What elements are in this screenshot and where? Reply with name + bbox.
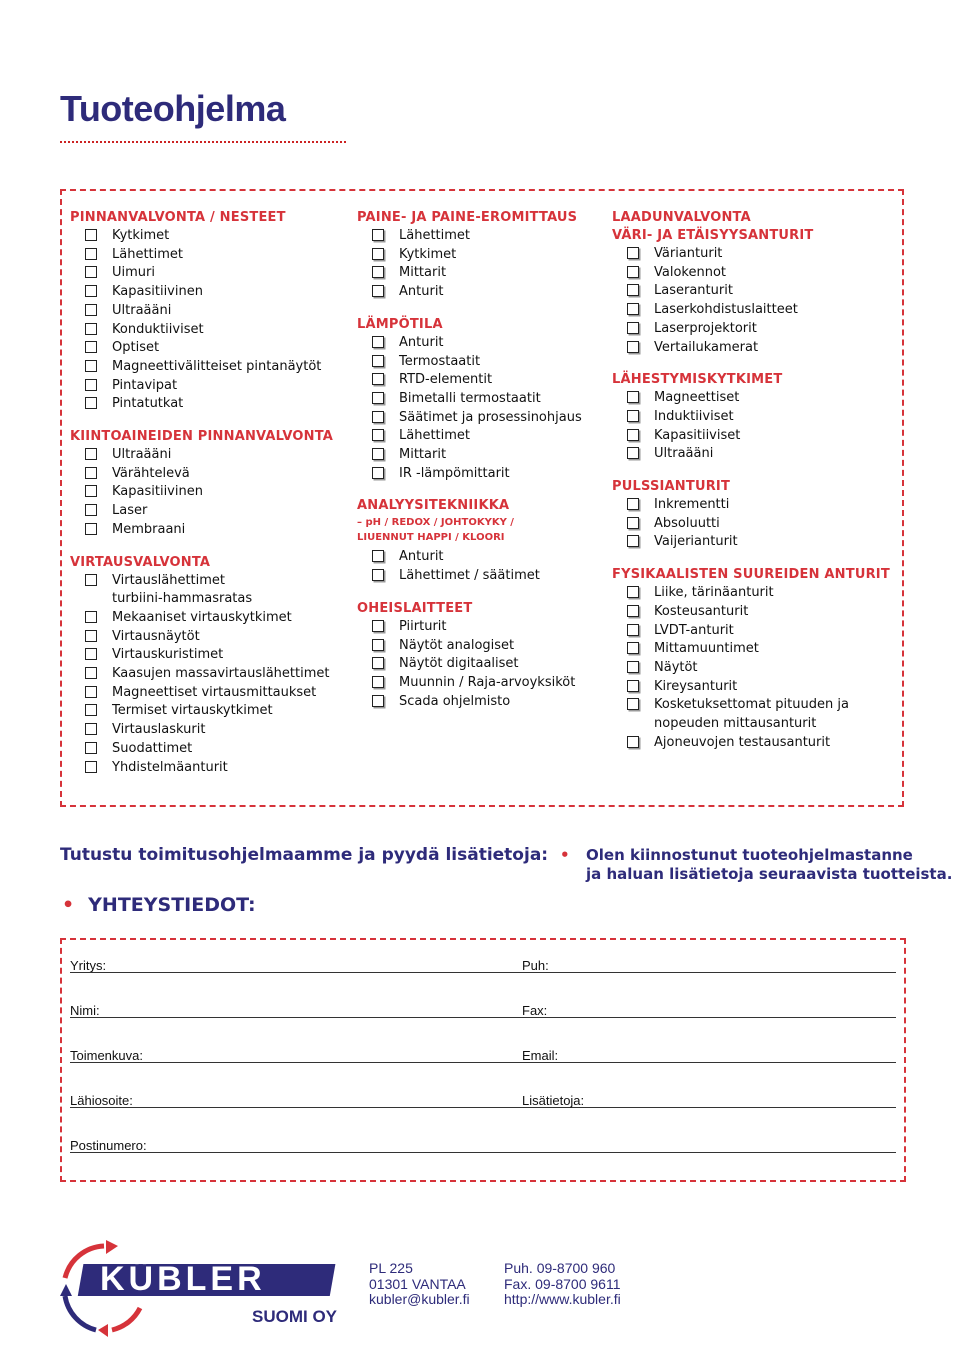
checkbox[interactable] <box>627 517 639 529</box>
address-field[interactable] <box>70 1107 896 1108</box>
checkbox[interactable] <box>627 266 639 278</box>
checkbox[interactable] <box>372 429 384 441</box>
checkbox[interactable] <box>372 373 384 385</box>
kubler-logo <box>60 1238 350 1338</box>
list-item[interactable]: Kireysanturit <box>612 678 900 697</box>
checkbox[interactable] <box>85 229 97 241</box>
list-item[interactable]: Pintatutkat <box>70 395 350 414</box>
list-item[interactable]: Ultraääni <box>70 302 350 321</box>
list-item[interactable]: Magneettivälitteiset pintanäytöt <box>70 358 350 377</box>
checkbox[interactable] <box>85 667 97 679</box>
list-item[interactable]: LVDT-anturit <box>612 622 900 641</box>
list-item[interactable]: Ajoneuvojen testausanturit <box>612 734 900 753</box>
section-subheading: – pH / REDOX / JOHTOKYKY / <box>357 517 514 529</box>
checkbox[interactable] <box>85 742 97 754</box>
list-item[interactable]: RTD-elementit <box>357 371 607 390</box>
checkbox[interactable] <box>627 447 639 459</box>
interest-line: ja haluan lisätietoja seuraavista tuotteista. <box>586 865 953 883</box>
section-heading: FYSIKAALISTEN SUUREIDEN ANTURIT <box>612 567 890 583</box>
list-item[interactable]: Laserkohdistuslaitteet <box>612 301 900 320</box>
list-item[interactable]: Magneettiset virtausmittaukset <box>70 684 350 703</box>
checkbox[interactable] <box>85 341 97 353</box>
section-heading: LÄMPÖTILA <box>357 316 443 332</box>
address-label: Lähiosoite: <box>70 1093 133 1108</box>
list-item[interactable]: Värianturit <box>612 245 900 264</box>
list-item[interactable]: Kapasitiiviset <box>612 427 900 446</box>
bullet-icon: • <box>62 894 75 916</box>
list-item[interactable]: Inkrementti <box>612 496 900 515</box>
info-label: Lisätietoja: <box>522 1093 585 1108</box>
fax-number: Fax. 09-8700 9611 <box>504 1275 621 1292</box>
list-item[interactable]: Lähettimet <box>357 227 607 246</box>
list-item[interactable]: Valokennot <box>612 264 900 283</box>
checkbox[interactable] <box>85 323 97 335</box>
list-item[interactable]: Kytkimet <box>70 227 350 246</box>
list-item[interactable]: Lähettimet <box>357 427 607 446</box>
logo-graphic <box>60 1238 350 1338</box>
title-underline <box>60 141 346 143</box>
phone-block <box>504 1261 621 1308</box>
checkbox[interactable] <box>372 657 384 669</box>
checkbox[interactable] <box>627 429 639 441</box>
list-item[interactable]: Yhdistelmäanturit <box>70 759 350 778</box>
list-item[interactable]: Magneettiset <box>612 389 900 408</box>
section-heading: LAADUNVALVONTA <box>612 210 751 225</box>
list-item[interactable]: Liike, tärinäanturit <box>612 584 900 603</box>
list-item[interactable]: Kaasujen massavirtauslähettimet <box>70 665 350 684</box>
section-heading: OHEISLAITTEET <box>357 600 473 616</box>
checkbox[interactable] <box>627 498 639 510</box>
name-label: Nimi: <box>70 1003 100 1018</box>
list-item[interactable]: Ultraääni <box>612 445 900 464</box>
checkbox[interactable] <box>627 680 639 692</box>
list-item[interactable]: Muunnin / Raja-arvoyksiköt <box>357 674 607 693</box>
list-item[interactable]: Laserprojektorit <box>612 320 900 339</box>
name-field[interactable] <box>70 1017 896 1018</box>
list-item[interactable]: Virtauskuristimet <box>70 646 350 665</box>
column-1 <box>70 209 350 777</box>
company-label: Yritys: <box>70 958 107 973</box>
checkbox[interactable] <box>627 642 639 654</box>
checkbox[interactable] <box>85 574 97 586</box>
list-item[interactable]: Optiset <box>70 339 350 358</box>
page-title: Tuoteohjelma <box>60 88 286 129</box>
title-label: Toimenkuva: <box>70 1048 143 1063</box>
checkbox[interactable] <box>372 676 384 688</box>
checkbox[interactable] <box>627 661 639 673</box>
checkbox[interactable] <box>85 397 97 409</box>
checkbox[interactable] <box>85 248 97 260</box>
logo-subtitle: SUOMI OY <box>252 1307 338 1326</box>
checkbox[interactable] <box>372 285 384 297</box>
list-item[interactable]: Kosteusanturit <box>612 603 900 622</box>
checkbox[interactable] <box>627 247 639 259</box>
checkbox[interactable] <box>627 341 639 353</box>
email-label: Email: <box>522 1048 559 1063</box>
list-item[interactable]: Laseranturit <box>612 282 900 301</box>
list-item[interactable]: Virtauslähettimet <box>70 572 350 591</box>
checkbox[interactable] <box>372 248 384 260</box>
list-item[interactable]: Säätimet ja prosessinohjaus <box>357 409 607 428</box>
checkbox[interactable] <box>627 736 639 748</box>
list-item[interactable]: Suodattimet <box>70 740 350 759</box>
list-item[interactable]: Uimuri <box>70 264 350 283</box>
checkbox[interactable] <box>627 586 639 598</box>
checkbox[interactable] <box>627 303 639 315</box>
section-heading: PAINE- JA PAINE-EROMITTAUS <box>357 210 578 225</box>
title-field[interactable] <box>70 1062 896 1063</box>
checkbox[interactable] <box>85 630 97 642</box>
list-item[interactable]: Kosketuksettomat pituuden ja <box>612 696 900 715</box>
list-item-continuation: nopeuden mittausanturit <box>654 716 817 732</box>
list-item[interactable]: Ultraääni <box>70 446 350 465</box>
checkbox[interactable] <box>85 379 97 391</box>
checkbox[interactable] <box>372 355 384 367</box>
contact-intro: Tutustu toimitusohjelmaamme ja pyydä lisätietoja: <box>60 845 549 865</box>
website-link[interactable]: http://www.kubler.fi <box>504 1291 621 1307</box>
list-item[interactable]: Pintavipat <box>70 377 350 396</box>
checkbox[interactable] <box>85 304 97 316</box>
section-heading: ANALYYSITEKNIIKKA <box>357 498 510 514</box>
postal-address <box>369 1261 470 1308</box>
list-item[interactable]: Bimetalli termostaatit <box>357 390 607 409</box>
checkbox[interactable] <box>372 448 384 460</box>
phone-label: Puh: <box>522 958 549 973</box>
checkbox[interactable] <box>85 285 97 297</box>
list-item[interactable]: Kapasitiivinen <box>70 283 350 302</box>
checkbox[interactable] <box>372 266 384 278</box>
list-item-continuation: turbiini-hammasratas <box>112 591 253 607</box>
checkbox[interactable] <box>85 467 97 479</box>
postal-field[interactable] <box>70 1152 896 1153</box>
list-item[interactable]: Scada ohjelmisto <box>357 693 607 712</box>
checkbox[interactable] <box>627 698 639 710</box>
checkbox[interactable] <box>85 523 97 535</box>
postal-label: Postinumero: <box>70 1138 147 1153</box>
checkbox[interactable] <box>372 392 384 404</box>
interest-note <box>560 846 953 884</box>
phone-number: Puh. 09-8700 960 <box>504 1260 616 1276</box>
checkbox[interactable] <box>372 620 384 632</box>
list-item[interactable]: Anturit <box>357 334 607 353</box>
list-item[interactable]: Näytöt <box>612 659 900 678</box>
checkbox[interactable] <box>85 704 97 716</box>
checkbox[interactable] <box>627 284 639 296</box>
checkbox[interactable] <box>85 723 97 735</box>
list-item[interactable]: Kapasitiivinen <box>70 483 350 502</box>
checkbox[interactable] <box>627 391 639 403</box>
list-item[interactable]: Näytöt analogiset <box>357 637 607 656</box>
list-item[interactable]: Näytöt digitaaliset <box>357 655 607 674</box>
checkbox[interactable] <box>85 485 97 497</box>
logo-wordmark: KÜBLER <box>100 1260 266 1298</box>
list-item[interactable]: Anturit <box>357 283 607 302</box>
checkbox[interactable] <box>627 410 639 422</box>
section-heading: KIINTOAINEIDEN PINNANVALVONTA <box>70 429 334 445</box>
checkbox[interactable] <box>627 624 639 636</box>
list-item[interactable]: Anturit <box>357 548 607 567</box>
column-2 <box>357 209 607 711</box>
contact-heading: • YHTEYSTIEDOT: <box>62 894 256 916</box>
list-item[interactable]: Laser <box>70 502 350 521</box>
checkbox[interactable] <box>372 569 384 581</box>
section-heading: PULSSIANTURIT <box>612 479 731 495</box>
column-3 <box>612 209 900 752</box>
section-heading: VIRTAUSVALVONTA <box>70 554 211 570</box>
checkbox[interactable] <box>627 605 639 617</box>
list-item[interactable]: Piirturit <box>357 618 607 637</box>
checkbox[interactable] <box>85 504 97 516</box>
checkbox[interactable] <box>372 639 384 651</box>
list-item[interactable]: Mittamuuntimet <box>612 640 900 659</box>
contact-form-box <box>60 938 906 1182</box>
interest-line: Olen kiinnostunut tuoteohjelmastanne <box>586 846 913 864</box>
list-item[interactable]: Membraani <box>70 521 350 540</box>
bullet-icon: • <box>560 846 570 864</box>
checkbox[interactable] <box>85 611 97 623</box>
checkbox[interactable] <box>85 648 97 660</box>
list-item[interactable]: IR -lämpömittarit <box>357 465 607 484</box>
list-item[interactable]: Termiset virtauskytkimet <box>70 702 350 721</box>
checkbox[interactable] <box>372 695 384 707</box>
list-item[interactable]: Värähtelevä <box>70 465 350 484</box>
list-item[interactable]: Induktiiviset <box>612 408 900 427</box>
checkbox[interactable] <box>627 535 639 547</box>
section-heading: VÄRI- JA ETÄISYYSANTURIT <box>612 228 814 243</box>
address-line: PL 225 <box>369 1260 413 1276</box>
email-link[interactable]: kubler@kubler.fi <box>369 1291 470 1307</box>
checkbox[interactable] <box>85 266 97 278</box>
checkbox[interactable] <box>372 550 384 562</box>
checkbox[interactable] <box>372 336 384 348</box>
company-field[interactable] <box>70 972 896 973</box>
checkbox[interactable] <box>85 686 97 698</box>
checkbox[interactable] <box>85 448 97 460</box>
list-item[interactable]: Lähettimet / säätimet <box>357 567 607 586</box>
list-item[interactable]: Mittarit <box>357 446 607 465</box>
list-item[interactable]: Virtausnäytöt <box>70 628 350 647</box>
checkbox[interactable] <box>627 322 639 334</box>
fax-label: Fax: <box>522 1003 548 1018</box>
list-item[interactable]: Konduktiiviset <box>70 321 350 340</box>
checkbox[interactable] <box>372 411 384 423</box>
list-item[interactable]: Termostaatit <box>357 353 607 372</box>
list-item[interactable]: Mekaaniset virtauskytkimet <box>70 609 350 628</box>
section-heading: LÄHESTYMISKYTKIMET <box>612 372 783 388</box>
address-line: 01301 VANTAA <box>369 1275 466 1292</box>
list-item[interactable]: Lähettimet <box>70 246 350 265</box>
list-item[interactable]: Vertailukamerat <box>612 339 900 358</box>
list-item[interactable]: Mittarit <box>357 264 607 283</box>
list-item[interactable]: Virtauslaskurit <box>70 721 350 740</box>
checkbox[interactable] <box>85 360 97 372</box>
list-item[interactable]: Absoluutti <box>612 515 900 534</box>
checkbox[interactable] <box>372 467 384 479</box>
list-item[interactable]: Vaijerianturit <box>612 533 900 552</box>
checkbox[interactable] <box>85 761 97 773</box>
list-item[interactable]: Kytkimet <box>357 246 607 265</box>
section-subheading: LIUENNUT HAPPI / KLOORI <box>357 532 505 544</box>
checkbox[interactable] <box>372 229 384 241</box>
section-heading: PINNANVALVONTA / NESTEET <box>70 210 286 225</box>
